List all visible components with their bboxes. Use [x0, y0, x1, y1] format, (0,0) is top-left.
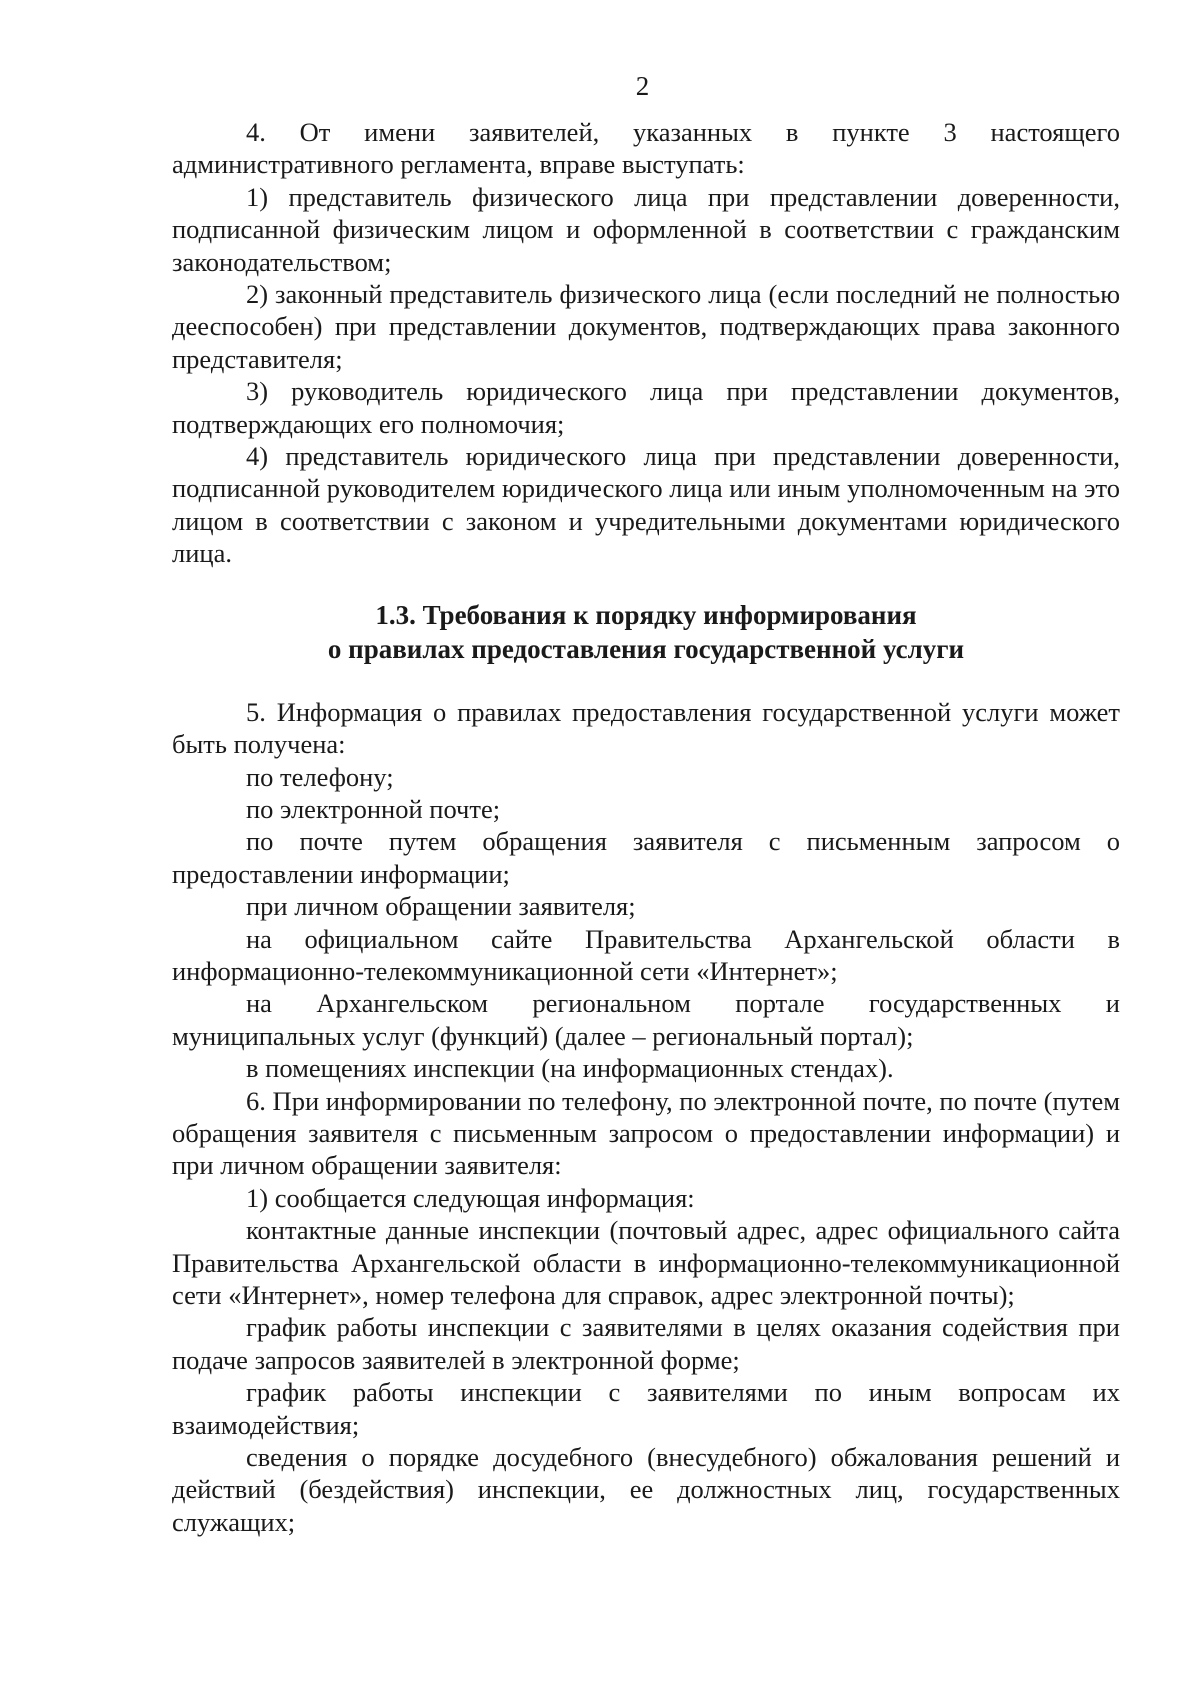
list-item-website: на официальном сайте Правительства Архангельской области в информационно-телекоммуникационной сети «Интернет»;	[172, 923, 1120, 986]
paragraph-subitem-2: 2) законный представитель физического лица (если последний не полностью дееспособен) при представлении документов, подтверждающих права законного представителя;	[172, 279, 1120, 374]
paragraph-subitem-3: 3) руководитель юридического лица при представлении документов, подтверждающих его полномочия;	[172, 376, 1120, 439]
list-item-schedule-electronic: график работы инспекции с заявителями в целях оказания содействия при подаче запросов заявителей в электронной форме;	[172, 1312, 1120, 1375]
list-item-contacts: контактные данные инспекции (почтовый адрес, адрес официального сайта Правительства Архангельской области в информационно-телекоммуникационной сети «Интернет», номер телефона для справок, адрес электронной почты);	[172, 1215, 1120, 1310]
list-item-personal: при личном обращении заявителя;	[246, 891, 636, 922]
paragraph-subitem-1: 1) представитель физического лица при представлении доверенности, подписанной физическим лицом и оформленной в соответствии с гражданским законодательством;	[172, 181, 1120, 277]
page-number: 2	[635, 71, 650, 101]
list-item-appeal: сведения о порядке досудебного (внесудебного) обжалования решений и действий (бездействия) инспекции, ее должностных лиц, государственных служащих;	[172, 1442, 1120, 1537]
section-heading-line-1: 1.3. Требования к порядку информирования	[375, 599, 917, 630]
paragraph-subitem-6-1: 1) сообщается следующая информация:	[246, 1182, 695, 1213]
list-item-mail: по почте путем обращения заявителя с письменным запросом о предоставлении информации;	[172, 826, 1120, 889]
paragraph-item-6: 6. При информировании по телефону, по электронной почте, по почте (путем обращения заявителя с письменным запросом о предоставлении информации) и при личном обращении заявителя:	[172, 1085, 1120, 1181]
list-item-schedule-other: график работы инспекции с заявителями по иным вопросам их взаимодействия;	[172, 1377, 1120, 1440]
list-item-email: по электронной почте;	[246, 793, 501, 824]
paragraph-item-5: 5. Информация о правилах предоставления государственной услуги может быть получена:	[172, 696, 1120, 760]
paragraph-item-4: 4. От имени заявителей, указанных в пункте 3 настоящего административного регламента, вправе выступать:	[172, 117, 1120, 180]
list-item-stands: в помещениях инспекции (на информационных стендах).	[246, 1053, 894, 1084]
document-body	[172, 116, 1120, 1538]
list-item-phone: по телефону;	[246, 761, 394, 792]
section-heading-line-2: о правилах предоставления государственной услуги	[327, 633, 965, 664]
paragraph-subitem-4: 4) представитель юридического лица при представлении доверенности, подписанной руководителем юридического лица или иным уполномоченным на это лицом в соответствии с законом и учредительными документами юридического лица.	[172, 441, 1120, 569]
section-heading	[172, 598, 1120, 666]
list-item-portal: на Архангельском региональном портале государственных и муниципальных услуг (функций) (далее – региональный портал);	[172, 988, 1120, 1051]
